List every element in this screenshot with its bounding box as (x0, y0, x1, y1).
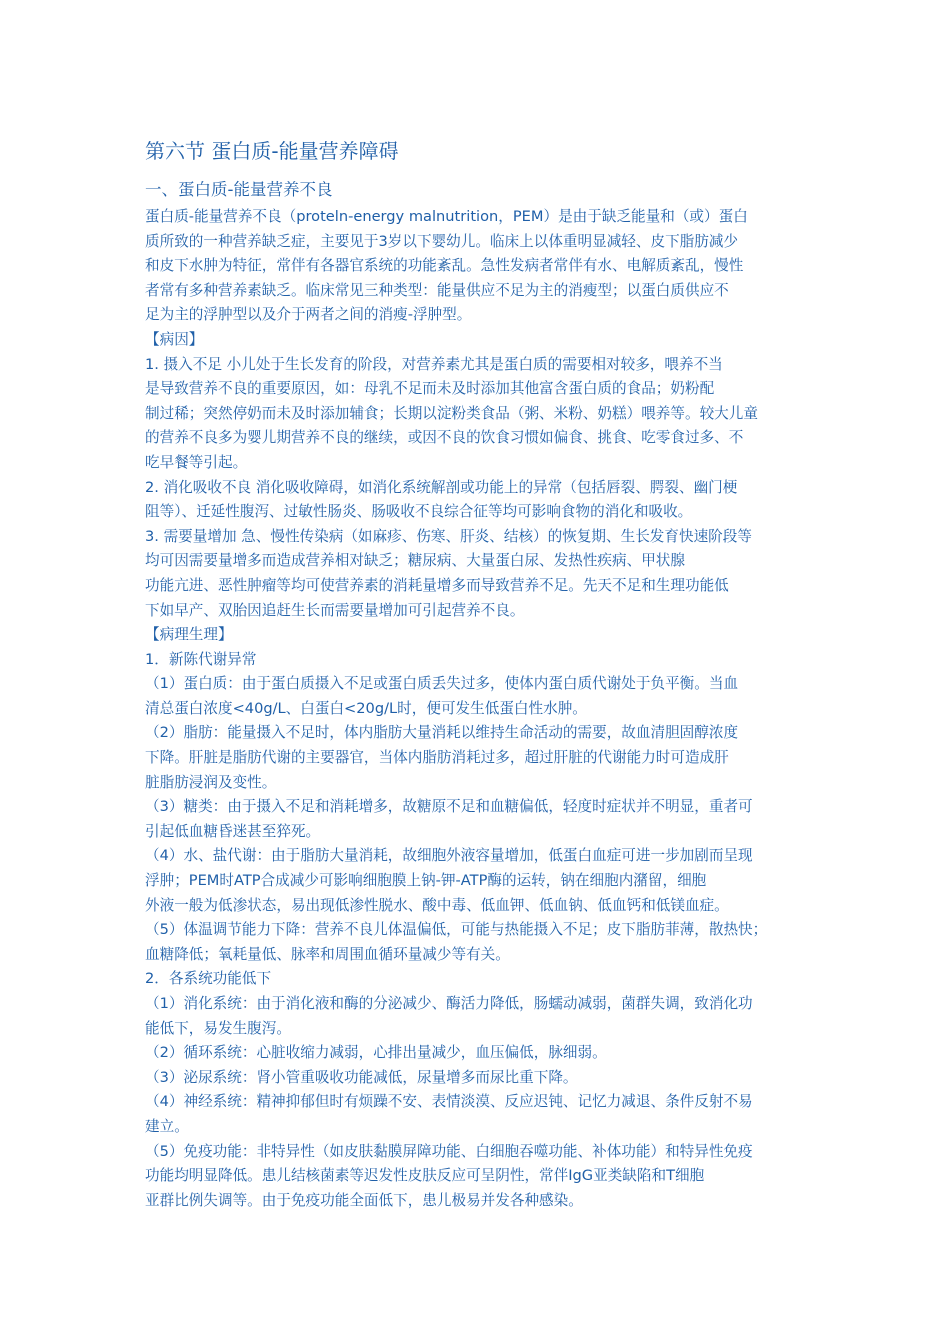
text-line: 阻等）、迁延性腹泻、过敏性肠炎、肠吸收不良综合征等均可影响食物的消化和吸收。 (145, 503, 693, 521)
document-page (145, 138, 813, 1213)
intro-paragraph (145, 205, 813, 328)
text-line: （4）水、盐代谢：由于脂肪大量消耗，故细胞外液容量增加，低蛋白血症可进一步加剧而呈现 (145, 847, 753, 865)
text-line: （2）循环系统：心脏收缩力减弱，心排出量减少，血压偏低，脉细弱。 (145, 1044, 607, 1062)
text-line: 者常有多种营养素缺乏。临床常见三种类型：能量供应不足为主的消瘦型；以蛋白质供应不 (145, 281, 729, 299)
text-line: 浮肿；PEM时ATP合成减少可影响细胞膜上钠-钾-ATP酶的运转，钠在细胞内潴留，细胞 (145, 872, 707, 890)
text-line: 建立。 (145, 1117, 189, 1135)
text-line: 能低下，易发生腹泻。 (145, 1019, 291, 1037)
text-line: 制过稀；突然停奶而未及时添加辅食；长期以淀粉类食品（粥、米粉、奶糕）喂养等。较大儿童 (145, 404, 758, 422)
text-line: 3. 需要量增加 急、慢性传染病（如麻疹、伤寒、肝炎、结核）的恢复期、生长发育快速阶段等 (145, 527, 752, 545)
text-line: 下降。肝脏是脂肪代谢的主要器官，当体内脂肪消耗过多，超过肝脏的代谢能力时可造成肝 (145, 749, 729, 767)
text-line: （5）体温调节能力下降：营养不良儿体温偏低，可能与热能摄入不足；皮下脂肪菲薄，散热快； (145, 921, 768, 939)
text-line: 清总蛋白浓度<40g/L、白蛋白<20g/L时，便可发生低蛋白性水肿。 (145, 699, 587, 717)
text-line: （1）消化系统：由于消化液和酶的分泌减少、酶活力降低，肠蠕动减弱，菌群失调，致消化功 (145, 995, 753, 1012)
text-line: （4）神经系统：精神抑郁但时有烦躁不安、表情淡漠、反应迟钝、记忆力减退、条件反射不易 (145, 1093, 753, 1111)
pathophysiology-paragraph (145, 648, 813, 1214)
pathophysiology-heading: 【病理生理】 (145, 626, 233, 644)
text-line: 足为主的浮肿型以及介于两者之间的消瘦-浮肿型。 (145, 306, 472, 324)
page-title: 第六节 蛋白质-能量营养障碍 (145, 139, 399, 163)
text-line: 2. 消化吸收不良 消化吸收障碍，如消化系统解剖或功能上的异常（包括唇裂、腭裂、幽门梗 (145, 478, 738, 496)
text-line: （1）蛋白质：由于蛋白质摄入不足或蛋白质丢失过多，使体内蛋白质代谢处于负平衡。当血 (145, 675, 739, 693)
text-line: 1. 摄入不足 小儿处于生长发育的阶段，对营养素尤其是蛋白质的需要相对较多，喂养不当 (145, 355, 723, 373)
text-line: 外液一般为低渗状态，易出现低渗性脱水、酸中毒、低血钾、低血钠、低血钙和低镁血症。 (145, 896, 729, 914)
text-line: 血糖降低；氧耗量低、脉率和周围血循环量减少等有关。 (145, 945, 510, 963)
text-line: 均可因需要量增多而造成营养相对缺乏；糖尿病、大量蛋白尿、发热性疾病、甲状腺 (145, 552, 685, 570)
text-line: （2）脂肪：能量摄入不足时，体内脂肪大量消耗以维持生命活动的需要，故血清胆固醇浓度 (145, 724, 739, 742)
text-line: 1．新陈代谢异常 (145, 650, 257, 668)
text-line: 的营养不良多为婴儿期营养不良的继续，或因不良的饮食习惯如偏食、挑食、吃零食过多、不 (145, 429, 744, 447)
text-line: 下如早产、双胎因追赶生长而需要量增加可引起营养不良。 (145, 601, 525, 619)
text-line: 功能亢进、恶性肿瘤等均可使营养素的消耗量增多而导致营养不足。先天不足和生理功能低 (145, 576, 729, 594)
text-line: 功能均明显降低。患儿结核菌素等迟发性皮肤反应可呈阴性，常伴IgG亚类缺陷和T细胞 (145, 1167, 705, 1185)
etiology-heading: 【病因】 (145, 330, 204, 348)
text-line: 引起低血糖昏迷甚至猝死。 (145, 822, 321, 840)
text-line: （5）免疫功能：非特异性（如皮肤黏膜屏障功能、白细胞吞噬功能、补体功能）和特异性免疫 (145, 1142, 753, 1160)
text-line: 吃早餐等引起。 (145, 453, 248, 471)
text-line: 是导致营养不良的重要原因，如：母乳不足而未及时添加其他富含蛋白质的食品；奶粉配 (145, 380, 715, 398)
text-line: 2．各系统功能低下 (145, 970, 272, 988)
section-heading: 一、蛋白质-能量营养不良 (145, 180, 333, 199)
text-line: （3）泌尿系统：肾小管重吸收功能减低，尿量增多而尿比重下降。 (145, 1068, 578, 1086)
text-line: （3）糖类：由于摄入不足和消耗增多，故糖原不足和血糖偏低，轻度时症状并不明显，重者可 (145, 798, 753, 816)
text-line: 蛋白质-能量营养不良（proteln-energy malnutrition，PEM）是由于缺乏能量和（或）蛋白 (145, 208, 748, 225)
text-line: 脏脂肪浸润及变性。 (145, 773, 277, 791)
text-line: 亚群比例失调等。由于免疫功能全面低下，患儿极易并发各种感染。 (145, 1191, 583, 1209)
text-line: 质所致的一种营养缺乏症，主要见于3岁以下婴幼儿。临床上以体重明显减轻、皮下脂肪减少 (145, 232, 739, 250)
text-line: 和皮下水肿为特征，常伴有各器官系统的功能紊乱。急性发病者常伴有水、电解质紊乱，慢性 (145, 257, 744, 275)
etiology-paragraph (145, 353, 813, 624)
